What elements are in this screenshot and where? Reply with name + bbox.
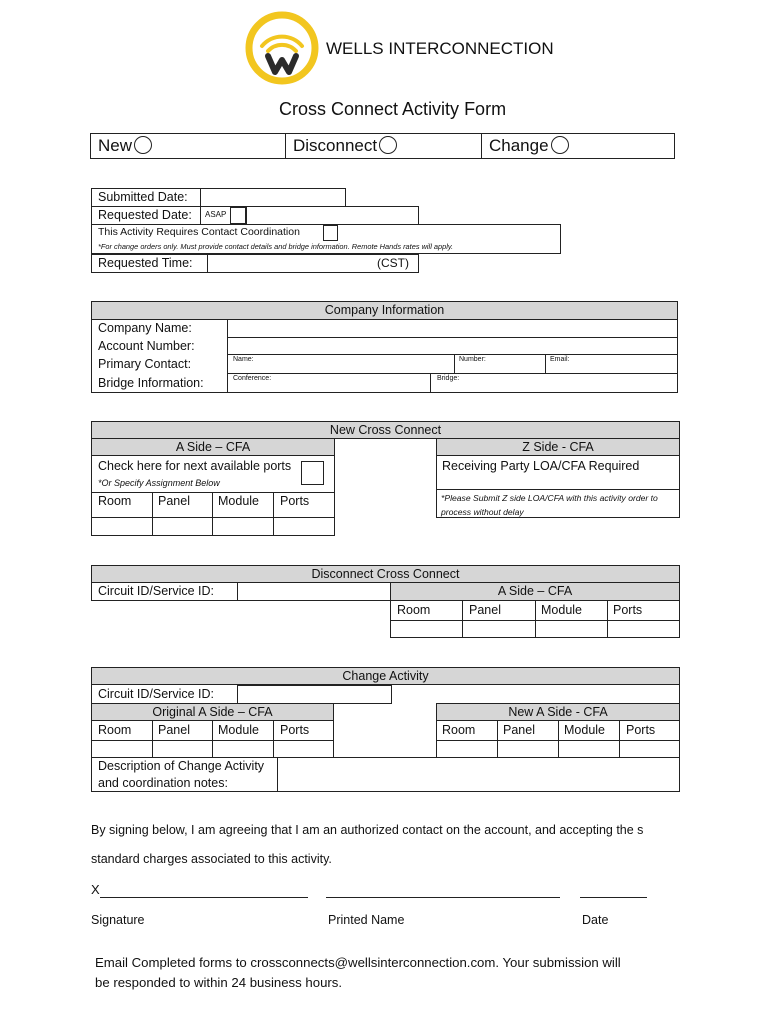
asap-label: ASAP	[205, 210, 227, 219]
change-header: Change Activity	[91, 667, 680, 685]
conference-sublabel: Conference:	[233, 375, 272, 382]
orig-panel-field[interactable]	[153, 741, 211, 757]
disconnect-room-header: Room	[397, 603, 431, 617]
company-name-field[interactable]	[228, 320, 677, 337]
change-description-field[interactable]	[278, 758, 679, 791]
new-ports-field[interactable]	[620, 741, 679, 757]
new-cc-ports-field[interactable]	[274, 518, 334, 535]
disconnect-ports-field[interactable]	[608, 621, 679, 637]
contact-coordination-label: This Activity Requires Contact Coordination	[98, 226, 300, 238]
requested-date-field[interactable]	[246, 206, 419, 225]
specify-note: *Or Specify Assignment Below	[98, 478, 220, 488]
contact-email-sublabel: Email:	[550, 356, 570, 363]
company-info-header: Company Information	[91, 301, 678, 320]
new-radio[interactable]	[134, 136, 152, 154]
form-title: Cross Connect Activity Form	[279, 99, 507, 119]
new-cc-panel-field[interactable]	[153, 518, 211, 535]
disconnect-panel-header: Panel	[469, 603, 501, 617]
disconnect-ports-header: Ports	[613, 603, 643, 617]
option-disconnect[interactable]	[293, 136, 397, 156]
printed-name-line[interactable]	[326, 897, 560, 898]
next-available-checkbox[interactable]	[301, 461, 324, 485]
option-change-label: Change	[489, 136, 549, 155]
contact-coordination-checkbox[interactable]	[323, 225, 338, 241]
option-disconnect-label: Disconnect	[293, 136, 378, 155]
check-next-label: Check here for next available ports	[98, 459, 292, 473]
orig-module-field[interactable]	[213, 741, 272, 757]
option-change[interactable]	[489, 136, 569, 156]
new-cc-panel-header: Panel	[158, 494, 190, 508]
disconnect-panel-field[interactable]	[463, 621, 534, 637]
account-number-label: Account Number:	[98, 339, 195, 353]
disconnect-circuit-field[interactable]	[237, 582, 391, 601]
new-module-header: Module	[564, 723, 605, 737]
signature-line[interactable]	[100, 897, 308, 898]
disconnect-a-side-header: A Side – CFA	[390, 582, 680, 601]
footer-line-1: Email Completed forms to crossconnects@wellsinterconnection.com. Your submission will	[95, 955, 621, 970]
contact-name-sublabel: Name:	[233, 356, 254, 363]
new-cc-z-side-header: Z Side - CFA	[436, 438, 680, 456]
new-ports-header: Ports	[626, 723, 656, 737]
orig-room-header: Room	[98, 723, 132, 737]
change-circuit-label: Circuit ID/Service ID:	[98, 687, 214, 701]
new-room-field[interactable]	[437, 741, 496, 757]
receiving-loa-label: Receiving Party LOA/CFA Required	[442, 459, 640, 473]
change-description-label-2: and coordination notes:	[98, 776, 228, 790]
cst-label: (CST)	[377, 256, 409, 270]
asap-checkbox[interactable]	[230, 207, 246, 224]
submitted-date-label: Submitted Date:	[98, 190, 188, 204]
footer-line-2: be responded to within 24 business hours.	[95, 975, 343, 990]
disconnect-module-header: Module	[541, 603, 582, 617]
new-module-field[interactable]	[559, 741, 618, 757]
company-logo	[244, 10, 320, 86]
change-radio[interactable]	[551, 136, 569, 154]
new-room-header: Room	[442, 723, 476, 737]
account-number-field[interactable]	[228, 338, 677, 354]
new-panel-field[interactable]	[498, 741, 557, 757]
orig-panel-header: Panel	[158, 723, 190, 737]
disconnect-module-field[interactable]	[536, 621, 606, 637]
orig-ports-header: Ports	[280, 723, 310, 737]
agreement-line-1: By signing below, I am agreeing that I am an authorized contact on the account, and accepting the s	[91, 823, 644, 837]
requested-date-label: Requested Date:	[98, 208, 192, 222]
disconnect-circuit-label: Circuit ID/Service ID:	[98, 584, 214, 598]
new-cc-module-header: Module	[218, 494, 259, 508]
orig-ports-field[interactable]	[274, 741, 333, 757]
new-cc-ports-header: Ports	[280, 494, 310, 508]
bridge-info-label: Bridge Information:	[98, 376, 204, 390]
new-a-side-header: New A Side - CFA	[436, 703, 680, 721]
submitted-date-field[interactable]	[200, 188, 346, 207]
company-name: WELLS INTERCONNECTION	[326, 39, 554, 58]
option-new-label: New	[98, 136, 133, 155]
new-cc-header: New Cross Connect	[91, 421, 680, 439]
signature-x: X	[91, 882, 100, 897]
new-cc-room-field[interactable]	[92, 518, 151, 535]
requested-time-label: Requested Time:	[98, 256, 193, 270]
change-orders-note: *For change orders only. Must provide contact details and bridge information. Remote Hands rates will apply.	[98, 242, 454, 251]
date-line[interactable]	[580, 897, 647, 898]
change-circuit-field[interactable]	[237, 685, 392, 704]
date-label: Date	[582, 913, 609, 927]
company-name-label: Company Name:	[98, 321, 192, 335]
new-cc-a-side-header: A Side – CFA	[91, 438, 335, 456]
new-cc-module-field[interactable]	[213, 518, 272, 535]
z-side-note: *Please Submit Z side LOA/CFA with this activity order to process without delay	[441, 493, 658, 517]
contact-number-sublabel: Number:	[459, 356, 486, 363]
change-description-label-1: Description of Change Activity	[98, 759, 265, 773]
printed-name-label: Printed Name	[328, 913, 405, 927]
disconnect-header: Disconnect Cross Connect	[91, 565, 680, 583]
wi-wifi-logo-icon	[244, 10, 320, 86]
original-a-side-header: Original A Side – CFA	[91, 703, 334, 721]
bridge-sublabel: Bridge:	[437, 375, 460, 382]
signature-label: Signature	[91, 913, 145, 927]
orig-room-field[interactable]	[92, 741, 151, 757]
primary-contact-label: Primary Contact:	[98, 357, 192, 371]
orig-module-header: Module	[218, 723, 259, 737]
new-panel-header: Panel	[503, 723, 535, 737]
disconnect-room-field[interactable]	[391, 621, 461, 637]
disconnect-radio[interactable]	[379, 136, 397, 154]
agreement-line-2: standard charges associated to this activity.	[91, 852, 332, 866]
option-new[interactable]	[98, 136, 152, 156]
new-cc-room-header: Room	[98, 494, 132, 508]
